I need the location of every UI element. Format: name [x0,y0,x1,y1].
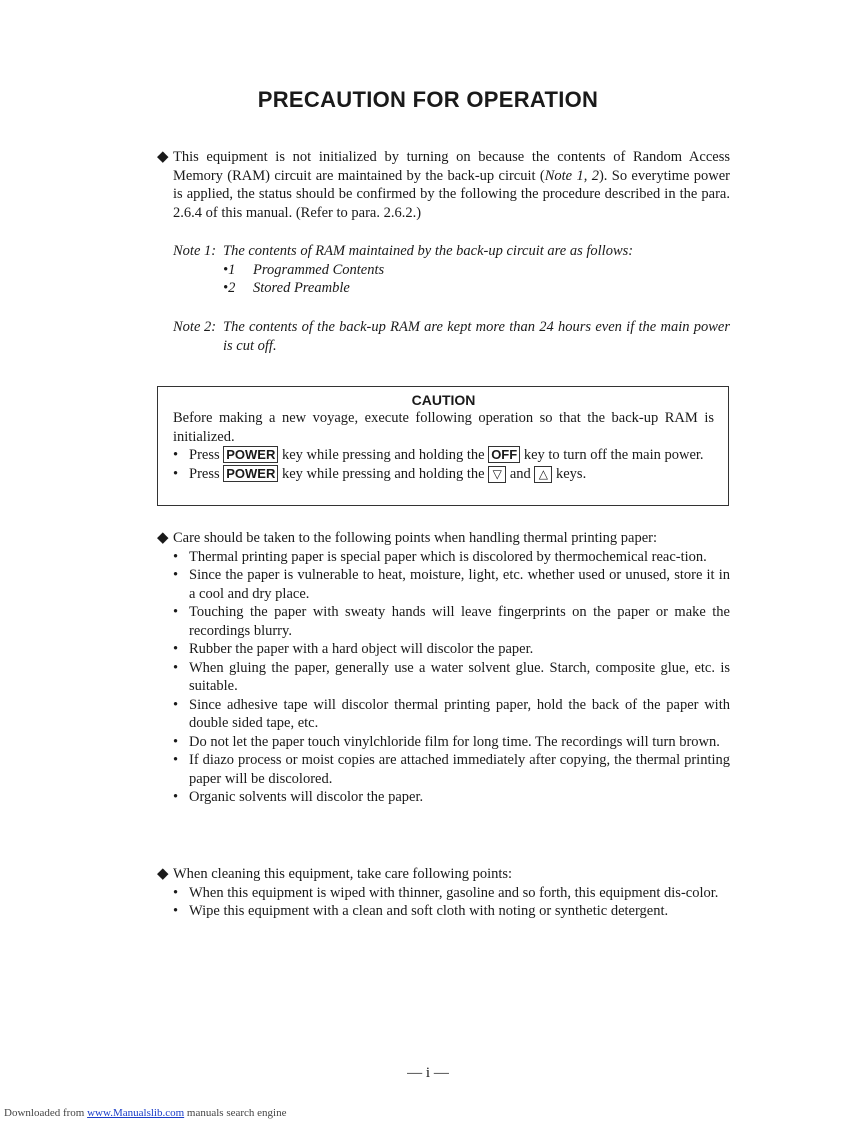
bullet-dot-icon: • [173,903,179,919]
list-item [173,696,730,733]
down-triangle-key-icon: ▽ [488,466,506,483]
bullet-dot-icon: • [173,659,179,676]
list-item [173,884,730,903]
up-triangle-key-icon: △ [534,466,552,483]
list-item [173,902,730,921]
note-2 [173,318,730,355]
list-item-text: Organic solvents will discolor the paper. [189,789,424,805]
caution-item-end: key to turn off the main power. [523,447,704,463]
bullet-dot-icon: • [173,548,179,565]
bullet-dot-icon: • [173,447,179,463]
bullet-dot-icon: • [173,567,179,583]
caution-item [173,465,714,484]
caution-item-press: Press [189,447,220,463]
list-item [173,788,730,807]
caution-box [157,386,729,506]
ram-notice-text-before: This equipment is not initialized by turning on because the contents of Random Access Memory (RAM) circuit are maintained by the back-up circuit ( [173,149,730,184]
off-key: OFF [488,446,520,463]
diamond-bullet-icon: ◆ [157,866,169,882]
note-1-item-marker: •2 [223,280,236,296]
note-1-list [223,261,730,298]
caution-item-middle: key while pressing and holding the [282,447,485,463]
download-footer [4,1104,286,1123]
section-thermal-paper [157,529,730,807]
list-item [173,751,730,788]
footer-suffix: manuals search engine [186,1107,287,1119]
list-item [173,548,730,567]
list-item-text: Wipe this equipment with a clean and soft cloth with noting or synthetic detergent. [189,903,669,919]
list-item [173,566,730,603]
list-item [173,659,730,696]
note-1-text: The contents of RAM maintained by the back-up circuit are as follows: [223,243,634,259]
list-item-text: When this equipment is wiped with thinner, gasoline and so forth, this equipment dis-color. [189,884,719,901]
bullet-dot-icon: • [173,604,179,620]
caution-item-end: keys. [556,465,587,482]
thermal-paper-list [173,548,730,807]
bullet-dot-icon: • [173,465,179,482]
caution-item-and: and [509,465,531,482]
list-item-text: Thermal printing paper is special paper which is discolored by thermochemical reac-tion. [189,548,707,565]
diamond-bullet-icon: ◆ [157,530,169,546]
cleaning-intro: When cleaning this equipment, take care following points: [173,866,513,882]
bullet-dot-icon: • [173,641,179,657]
note-1-item [223,279,730,298]
note-1-label: Note 1: [173,243,217,259]
bullet-dot-icon: • [173,789,179,805]
note-reference: Note 1, 2 [544,167,599,184]
section-cleaning [157,865,730,921]
note-1-item-marker: •1 [223,261,236,278]
bullet-dot-icon: • [173,733,179,750]
note-1-item-text: Programmed Contents [253,261,385,278]
section-ram-notice [157,148,730,222]
caution-list [173,446,714,483]
power-key: POWER [223,446,278,463]
note-2-label: Note 2: [173,319,217,335]
list-item [173,603,730,640]
thermal-paper-intro: Care should be taken to the following points when handling thermal printing paper: [173,530,658,546]
page-number: — i — [407,1065,449,1081]
footer-prefix: Downloaded from [4,1107,85,1119]
caution-heading: CAUTION [411,392,476,408]
note-1-item-text: Stored Preamble [253,280,350,296]
list-item-text: Since adhesive tape will discolor thermal printing paper, hold the back of the paper with double sided tape, etc. [189,696,730,731]
list-item-text: Touching the paper with sweaty hands will leave fingerprints on the paper or make the recordings blurry. [189,604,730,639]
page-title: PRECAUTION FOR OPERATION [257,87,599,112]
diamond-bullet-icon: ◆ [157,149,169,165]
list-item-text: Do not let the paper touch vinylchloride film for long time. The recordings will turn brown. [189,733,720,750]
ram-notice-text-after: ). So everytime power is applied, the status should be confirmed by the following the procedure described in the para. 2.6.4 of this manual. (Refer to para. 2.6.2.) [173,167,730,221]
list-item [173,640,730,659]
caution-item-press: Press [189,465,220,482]
list-item [173,733,730,752]
list-item-text: When gluing the paper, generally use a water solvent glue. Starch, composite glue, etc. is suitable. [189,659,730,694]
manualslib-link[interactable]: www.Manualslib.com [87,1107,185,1119]
power-key: POWER [223,465,278,482]
caution-intro: Before making a new voyage, execute following operation so that the back-up RAM is initialized. [173,410,714,445]
cleaning-list [173,884,730,921]
bullet-dot-icon: • [173,696,179,713]
note-2-text: The contents of the back-up RAM are kept more than 24 hours even if the main power is cut off. [223,319,730,354]
bullet-dot-icon: • [173,752,179,768]
list-item-text: Since the paper is vulnerable to heat, moisture, light, etc. whether used or unused, store it in a cool and dry place. [189,567,730,602]
bullet-dot-icon: • [173,884,179,901]
list-item-text: Rubber the paper with a hard object will discolor the paper. [189,641,534,657]
note-1-item [223,261,730,280]
list-item-text: If diazo process or moist copies are attached immediately after copying, the thermal printing paper will be discolored. [189,752,730,787]
caution-item [173,446,714,465]
caution-item-middle: key while pressing and holding the [282,465,485,482]
note-1 [173,242,730,298]
